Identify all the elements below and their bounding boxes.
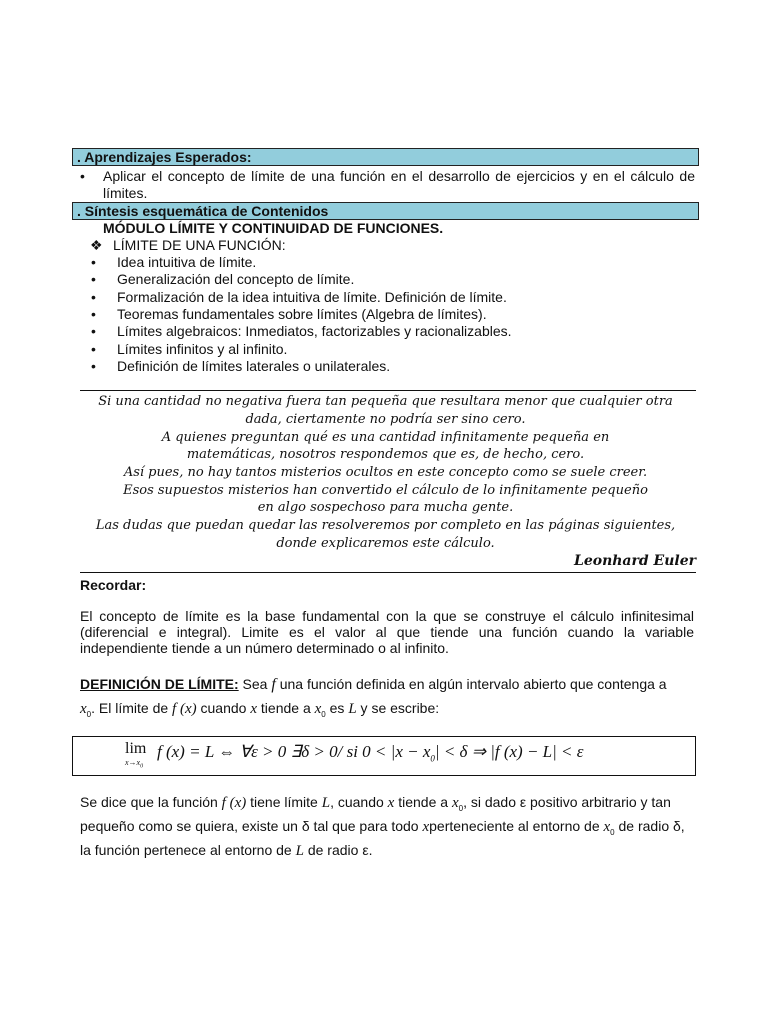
lim-sub-text: x→x bbox=[125, 758, 141, 767]
math-subscript: 0 bbox=[321, 709, 326, 719]
formula-part: f (x) = L ⇔ ∀ε > 0 ∃δ > 0/ si 0 < |x − x bbox=[157, 742, 431, 761]
limit-definition-formula bbox=[72, 736, 696, 776]
module-title: MÓDULO LÍMITE Y CONTINUIDAD DE FUNCIONES. bbox=[103, 220, 444, 236]
formula-part: | < δ ⇒ |f (x) − L| < ε bbox=[434, 742, 584, 761]
section-header-aprendizajes: . Aprendizajes Esperados: bbox=[72, 148, 699, 166]
quote-author: Leonhard Euler bbox=[573, 553, 696, 569]
lim-sub-zero: 0 bbox=[140, 763, 144, 770]
math-x: x bbox=[387, 795, 395, 811]
def-text: . El límite de bbox=[91, 700, 173, 716]
math-L: L bbox=[295, 843, 304, 859]
closing-line-3 bbox=[80, 842, 372, 860]
remember-label: Recordar: bbox=[80, 577, 147, 593]
quote-line: en algo sospechoso para mucha gente. bbox=[257, 500, 514, 515]
math-subscript: 0 bbox=[86, 709, 92, 719]
closing-line-2 bbox=[80, 818, 685, 841]
math-x0: x bbox=[603, 819, 611, 835]
list-item: Límites infinitos y al infinito. bbox=[117, 341, 288, 357]
math-x: x bbox=[422, 819, 430, 835]
formula-subscript: 0 bbox=[430, 753, 435, 764]
lim-operator: lim bbox=[125, 740, 147, 757]
quote-line: dada, ciertamente no podría ser sino cero. bbox=[245, 412, 526, 427]
list-item: Idea intuitiva de límite. bbox=[117, 254, 257, 270]
def-text: cuando bbox=[196, 700, 251, 716]
math-fx: f (x) bbox=[221, 795, 247, 811]
def-text: es bbox=[325, 700, 349, 716]
closing-text: Se dice que la función bbox=[80, 794, 222, 810]
quote-line: Si una cantidad no negativa fuera tan pequeña que resultara menor que cualquier otra bbox=[98, 394, 673, 409]
definition-label: DEFINICIÓN DE LÍMITE: bbox=[80, 676, 239, 692]
def-text: una función definida en algún intervalo abierto que contenga a bbox=[275, 676, 667, 692]
quote-bottom-rule bbox=[80, 572, 696, 573]
bullet-icon: • bbox=[91, 254, 96, 270]
math-x0: x bbox=[80, 701, 87, 717]
bullet-icon: • bbox=[91, 271, 96, 287]
closing-text: pequeño como se quiera, existe un δ tal que para todo bbox=[80, 818, 423, 834]
bullet-icon: • bbox=[91, 306, 96, 322]
bullet-icon: • bbox=[91, 358, 96, 374]
quote-line: Las dudas que puedan quedar las resolveremos por completo en las páginas siguientes, bbox=[95, 518, 676, 533]
list-item: Definición de límites laterales o unilaterales. bbox=[117, 358, 391, 374]
closing-text: de radio ε. bbox=[303, 842, 373, 858]
def-text: tiende a bbox=[257, 700, 315, 716]
objective-text: Aplicar el concepto de límite de una función en el desarrollo de ejercicios y en el cálculo de límites. bbox=[103, 168, 695, 201]
list-item: Formalización de la idea intuitiva de límite. Definición de límite. bbox=[117, 289, 507, 305]
def-text: Sea bbox=[238, 676, 272, 692]
bullet-icon: • bbox=[80, 168, 85, 184]
closing-line-1 bbox=[80, 794, 671, 817]
quote-line: Así pues, no hay tantos misterios ocultos en este concepto como se suele creer. bbox=[123, 465, 648, 480]
quote-line: matemáticas, nosotros respondemos que es, de hecho, cero. bbox=[186, 447, 585, 462]
lim-subscript bbox=[125, 758, 143, 770]
quote-line: A quienes preguntan qué es una cantidad infinitamente pequeña en bbox=[161, 430, 610, 445]
diamond-bullet-icon: ❖ bbox=[90, 237, 103, 253]
list-item: Límites algebraicos: Inmediatos, factorizables y racionalizables. bbox=[117, 323, 512, 339]
closing-text: tiene límite bbox=[246, 794, 322, 810]
math-fx: f (x) bbox=[172, 701, 197, 717]
list-item: Teoremas fundamentales sobre límites (Algebra de límites). bbox=[117, 306, 487, 322]
closing-text: , si dado ε positivo arbitrario y tan bbox=[463, 794, 671, 810]
quote-line: donde explicaremos este cálculo. bbox=[276, 536, 495, 551]
limit-function-heading: LÍMITE DE UNA FUNCIÓN: bbox=[113, 237, 286, 253]
closing-text: tiende a bbox=[394, 794, 452, 810]
math-L: L bbox=[348, 701, 357, 717]
math-subscript: 0 bbox=[458, 803, 464, 813]
math-x0: x bbox=[451, 795, 459, 811]
bullet-icon: • bbox=[91, 341, 96, 357]
list-item: Generalización del concepto de límite. bbox=[117, 271, 355, 287]
math-x: x bbox=[250, 701, 258, 717]
bullet-icon: • bbox=[91, 289, 96, 305]
math-subscript: 0 bbox=[610, 827, 615, 837]
definition-line-2 bbox=[80, 700, 439, 723]
closing-text: perteneciente al entorno de bbox=[429, 818, 604, 834]
quote-top-rule bbox=[80, 390, 696, 391]
formula-body bbox=[157, 742, 583, 763]
closing-text: la función pertenece al entorno de bbox=[80, 842, 296, 858]
definition-line-1 bbox=[80, 676, 700, 693]
section-header-sintesis: . Síntesis esquemática de Contenidos bbox=[72, 202, 699, 220]
bullet-icon: • bbox=[91, 323, 96, 339]
def-text: y se escribe: bbox=[356, 700, 440, 716]
math-L: L bbox=[321, 795, 331, 811]
math-f: f bbox=[271, 676, 276, 693]
remember-text: El concepto de límite es la base fundamental con la que se construye el cálculo infinitesimal (diferencial e integral). Limite es el valor al que tiende una función cuando la variable independiente tiende a un número determinado o al infinito. bbox=[80, 608, 694, 656]
closing-text: de radio δ, bbox=[614, 818, 685, 834]
math-x0: x bbox=[314, 701, 322, 717]
closing-text: , cuando bbox=[330, 794, 388, 810]
quote-line: Esos supuestos misterios han convertido el cálculo de lo infinitamente pequeño bbox=[123, 483, 648, 498]
